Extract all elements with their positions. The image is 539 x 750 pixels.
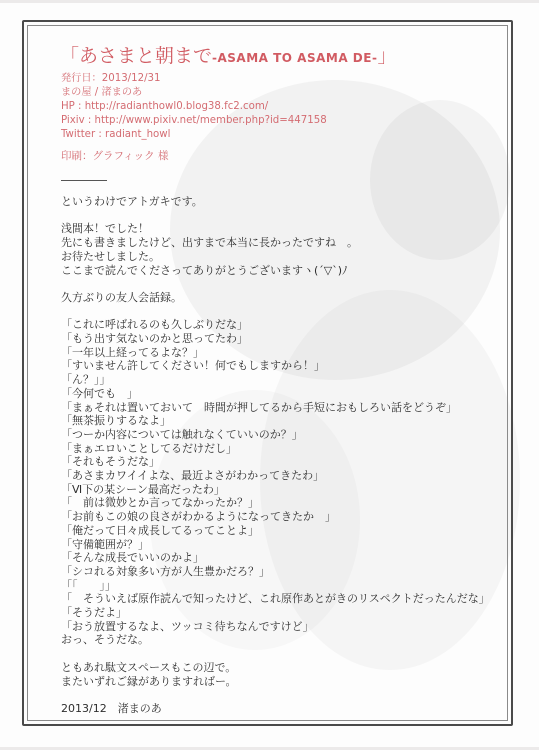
dialogue-line: 「それもそうだな」 xyxy=(61,455,160,469)
dialogue-line: おっ、そうだな。 xyxy=(61,633,149,647)
text-line: 先にも書きましたけど、出すまで本当に長かったですね 。 xyxy=(61,236,358,250)
afterword-body xyxy=(61,195,501,716)
dialogue-line: 「「 」」 xyxy=(61,578,116,592)
dialogue-line: 「まぁそれは置いておいて 時間が押してるから手短におもしろい話をどうぞ」 xyxy=(61,400,457,414)
pixiv-url: Pixiv : http://www.pixiv.net/member.php?id=447158 xyxy=(61,115,327,126)
dialogue-line: 「一年以上経ってるよな？」 xyxy=(61,345,204,359)
dialogue-line: 「シコれる対象多い方が人生豊かだろ？」 xyxy=(61,564,270,578)
title-main: 「あさまと朝まで xyxy=(60,45,213,67)
dialogue-line: 「おう放置するなよ、ツッコミ待ちなんですけど」 xyxy=(61,619,314,633)
dialogue-line: 「 前は微妙とか言ってなかったか？」 xyxy=(61,496,259,510)
dialogue-line: 「そんな成長でいいのかよ」 xyxy=(61,551,204,565)
dialogue-line: 「そうだよ」 xyxy=(61,606,127,620)
dialogue-line: 「 そういえば原作読んで知ったけど、これ原作あとがきのリスペクトだったんだな」 xyxy=(61,592,490,606)
dialogue-line: 「まぁエロいことしてるだけだし」 xyxy=(61,441,237,455)
signature: 2013/12 渚まのあ xyxy=(61,701,162,715)
title-romaji: -ASAMA TO ASAMA DE- xyxy=(212,51,378,65)
text-line: お待たせしました。 xyxy=(61,249,160,263)
publication-info xyxy=(61,72,327,142)
dialogue-line: 「これに呼ばれるのも久しぶりだな」 xyxy=(61,318,248,332)
dialogue-line: 「ん？」」 xyxy=(61,373,111,387)
dialogue-line: 「もう出す気ないのかと思ってたわ」 xyxy=(61,331,248,345)
text-line: 浅間本！でした！ xyxy=(61,222,149,236)
blank-line xyxy=(61,305,501,319)
circle-author: まの屋 / 渚まのあ xyxy=(61,87,143,98)
closing-line: またいずれご縁がありますればー。 xyxy=(61,674,237,688)
closing-line: ともあれ駄文スペースもこの辺で。 xyxy=(61,660,237,674)
dialogue-line: 「Ⅵ下の某シーン最高だったわ」 xyxy=(61,482,225,496)
dialogue-line: 「無茶振りするなよ」 xyxy=(61,414,171,428)
divider-line xyxy=(61,180,107,181)
title-close-bracket: 」 xyxy=(377,45,397,67)
twitter-handle: Twitter : radiant_howl xyxy=(61,129,171,140)
afterword-intro: というわけでアトガキです。 xyxy=(61,195,203,208)
text-line: 久方ぶりの友人会話録。 xyxy=(61,290,182,304)
blank-line xyxy=(61,209,501,223)
dialogue-line: 「あさまカワイイよな、最近よさがわかってきたわ」 xyxy=(61,469,325,483)
blank-line xyxy=(61,688,501,702)
blank-line xyxy=(61,277,501,291)
dialogue-line: 「お前もこの娘の良さがわかるようになってきたか 」 xyxy=(61,510,336,524)
dialogue-line: 「俺だって日々成長してるってことよ」 xyxy=(61,523,259,537)
dialogue-line: 「守備範囲が？」 xyxy=(61,537,149,551)
dialogue-line: 「今何でも 」 xyxy=(61,386,138,400)
scan-edge-top xyxy=(0,0,539,3)
homepage-url: HP : http://radianthowl0.blog38.fc2.com/ xyxy=(61,101,269,112)
publish-date: 発行日：2013/12/31 xyxy=(61,73,161,84)
dialogue-line: 「つーか内容については触れなくていいのか？」 xyxy=(61,427,303,441)
printer-credit: 印刷：グラフィック 様 xyxy=(61,150,169,162)
book-title xyxy=(60,44,396,70)
dialogue-line: 「すいません許してください！何でもしますから！」 xyxy=(61,359,325,373)
blank-line xyxy=(61,647,501,661)
text-line: ここまで読んでくださってありがとうございますヽ(´▽`)ﾉ xyxy=(61,263,348,277)
